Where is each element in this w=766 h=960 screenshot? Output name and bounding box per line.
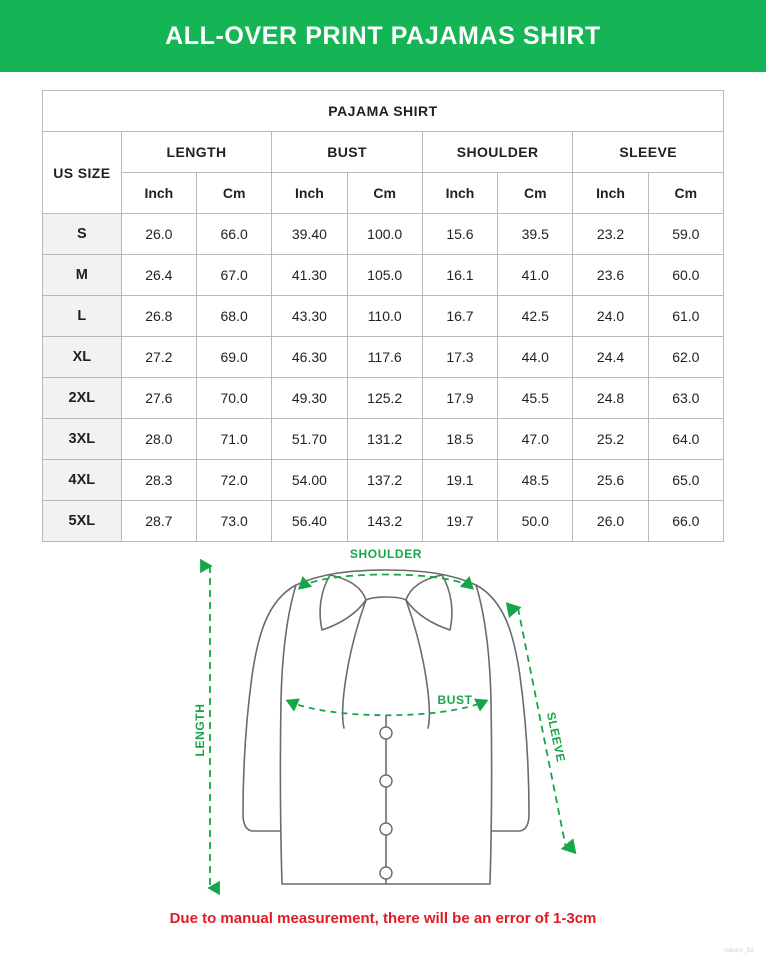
- table-row: [43, 501, 724, 542]
- cell-bust-inch: 39.40: [272, 214, 347, 255]
- cell-bust-cm: 125.2: [347, 378, 422, 419]
- length-label: LENGTH: [193, 703, 207, 757]
- cell-bust-cm: 137.2: [347, 460, 422, 501]
- cell-shoulder-inch: 16.1: [422, 255, 497, 296]
- cell-bust-cm: 143.2: [347, 501, 422, 542]
- cell-length-cm: 69.0: [196, 337, 271, 378]
- row-size-label: 3XL: [43, 419, 122, 460]
- cell-sleeve-cm: 60.0: [648, 255, 723, 296]
- cell-shoulder-cm: 44.0: [498, 337, 573, 378]
- cell-shoulder-cm: 47.0: [498, 419, 573, 460]
- cell-sleeve-cm: 64.0: [648, 419, 723, 460]
- bust-label: BUST: [437, 693, 473, 707]
- cell-sleeve-inch: 25.2: [573, 419, 648, 460]
- row-size-label: S: [43, 214, 122, 255]
- cell-shoulder-inch: 17.9: [422, 378, 497, 419]
- cell-bust-cm: 117.6: [347, 337, 422, 378]
- table-group-header-row: [43, 132, 724, 173]
- cell-length-cm: 71.0: [196, 419, 271, 460]
- measurement-note: Due to manual measurement, there will be an error of 1-3cm: [169, 910, 597, 927]
- table-row: [43, 337, 724, 378]
- cell-shoulder-cm: 45.5: [498, 378, 573, 419]
- cell-sleeve-inch: 24.0: [573, 296, 648, 337]
- cell-bust-inch: 54.00: [272, 460, 347, 501]
- cell-bust-inch: 49.30: [272, 378, 347, 419]
- table-row: [43, 296, 724, 337]
- unit-bust-cm: Cm: [347, 173, 422, 214]
- cell-length-inch: 27.6: [121, 378, 196, 419]
- table-row: [43, 419, 724, 460]
- cell-length-cm: 68.0: [196, 296, 271, 337]
- size-table-container: [0, 72, 766, 542]
- cell-length-inch: 27.2: [121, 337, 196, 378]
- row-size-label: 2XL: [43, 378, 122, 419]
- size-table: [42, 90, 724, 542]
- cell-sleeve-inch: 23.2: [573, 214, 648, 255]
- cell-shoulder-inch: 18.5: [422, 419, 497, 460]
- header-bust: BUST: [272, 132, 423, 173]
- row-size-label: 5XL: [43, 501, 122, 542]
- table-caption-row: [43, 91, 724, 132]
- cell-length-inch: 26.0: [121, 214, 196, 255]
- cell-sleeve-inch: 24.4: [573, 337, 648, 378]
- cell-sleeve-cm: 66.0: [648, 501, 723, 542]
- page-title: ALL-OVER PRINT PAJAMAS SHIRT: [165, 21, 601, 50]
- page-header: [0, 0, 766, 72]
- cell-length-cm: 73.0: [196, 501, 271, 542]
- cell-length-inch: 28.7: [121, 501, 196, 542]
- table-row: [43, 255, 724, 296]
- header-us-size: US SIZE: [43, 132, 122, 214]
- cell-shoulder-inch: 19.7: [422, 501, 497, 542]
- table-caption: PAJAMA SHIRT: [43, 91, 724, 132]
- row-size-label: XL: [43, 337, 122, 378]
- cell-bust-cm: 131.2: [347, 419, 422, 460]
- cell-shoulder-inch: 15.6: [422, 214, 497, 255]
- cell-bust-inch: 51.70: [272, 419, 347, 460]
- cell-sleeve-cm: 63.0: [648, 378, 723, 419]
- unit-length-cm: Cm: [196, 173, 271, 214]
- header-sleeve: SLEEVE: [573, 132, 724, 173]
- cell-shoulder-cm: 39.5: [498, 214, 573, 255]
- cell-length-inch: 28.3: [121, 460, 196, 501]
- cell-bust-cm: 105.0: [347, 255, 422, 296]
- table-row: [43, 214, 724, 255]
- cell-bust-cm: 110.0: [347, 296, 422, 337]
- cell-sleeve-inch: 26.0: [573, 501, 648, 542]
- unit-length-inch: Inch: [121, 173, 196, 214]
- cell-shoulder-cm: 50.0: [498, 501, 573, 542]
- cell-length-inch: 26.4: [121, 255, 196, 296]
- unit-shoulder-cm: Cm: [498, 173, 573, 214]
- table-row: [43, 460, 724, 501]
- unit-sleeve-inch: Inch: [573, 173, 648, 214]
- cell-length-cm: 70.0: [196, 378, 271, 419]
- cell-length-cm: 66.0: [196, 214, 271, 255]
- cell-sleeve-inch: 25.6: [573, 460, 648, 501]
- cell-bust-inch: 41.30: [272, 255, 347, 296]
- cell-sleeve-cm: 65.0: [648, 460, 723, 501]
- cell-length-inch: 28.0: [121, 419, 196, 460]
- cell-sleeve-inch: 24.8: [573, 378, 648, 419]
- unit-shoulder-inch: Inch: [422, 173, 497, 214]
- cell-bust-inch: 43.30: [272, 296, 347, 337]
- measurement-diagram: [0, 548, 766, 908]
- cell-shoulder-inch: 17.3: [422, 337, 497, 378]
- cell-bust-cm: 100.0: [347, 214, 422, 255]
- watermark: rokuro_52: [724, 948, 754, 954]
- cell-shoulder-inch: 16.7: [422, 296, 497, 337]
- cell-bust-inch: 46.30: [272, 337, 347, 378]
- cell-length-cm: 72.0: [196, 460, 271, 501]
- cell-bust-inch: 56.40: [272, 501, 347, 542]
- cell-shoulder-inch: 19.1: [422, 460, 497, 501]
- unit-bust-inch: Inch: [272, 173, 347, 214]
- header-length: LENGTH: [121, 132, 272, 173]
- cell-length-cm: 67.0: [196, 255, 271, 296]
- table-row: [43, 378, 724, 419]
- cell-sleeve-inch: 23.6: [573, 255, 648, 296]
- cell-shoulder-cm: 41.0: [498, 255, 573, 296]
- cell-shoulder-cm: 42.5: [498, 296, 573, 337]
- cell-length-inch: 26.8: [121, 296, 196, 337]
- unit-sleeve-cm: Cm: [648, 173, 723, 214]
- cell-sleeve-cm: 59.0: [648, 214, 723, 255]
- row-size-label: M: [43, 255, 122, 296]
- row-size-label: L: [43, 296, 122, 337]
- header-shoulder: SHOULDER: [422, 132, 573, 173]
- sleeve-label: SLEEVE: [543, 710, 569, 764]
- cell-shoulder-cm: 48.5: [498, 460, 573, 501]
- cell-sleeve-cm: 62.0: [648, 337, 723, 378]
- row-size-label: 4XL: [43, 460, 122, 501]
- table-unit-row: [43, 173, 724, 214]
- cell-sleeve-cm: 61.0: [648, 296, 723, 337]
- shoulder-label: SHOULDER: [349, 548, 423, 561]
